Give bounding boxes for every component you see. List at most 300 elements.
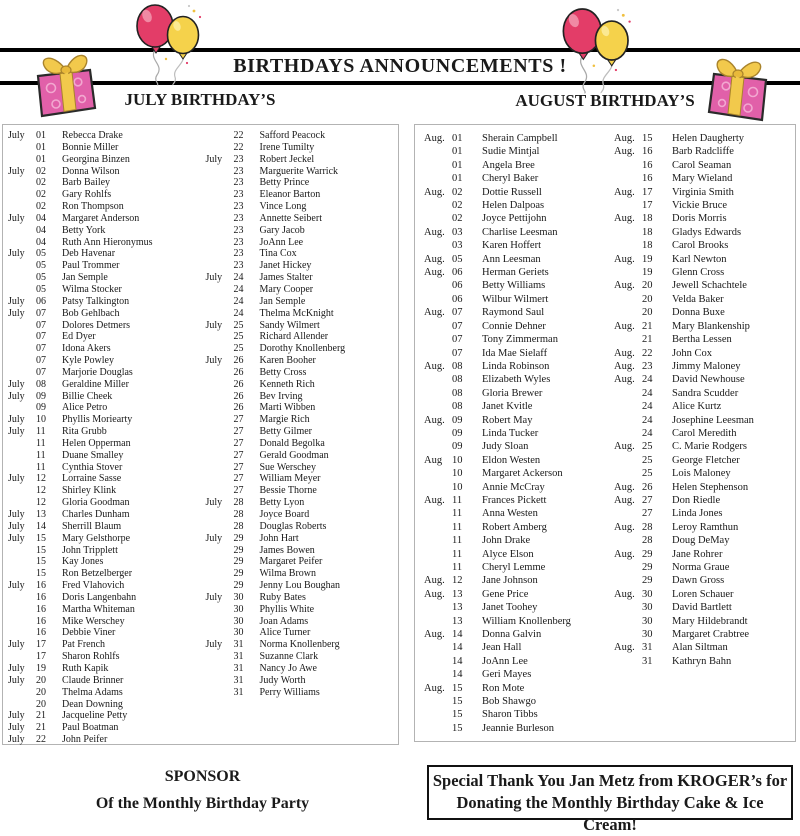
- birthday-row: [415, 145, 605, 158]
- month-label: Aug.: [614, 133, 635, 144]
- person-name: Ron Betzelberger: [62, 568, 133, 580]
- day-label: 25: [233, 319, 244, 331]
- day-label: 07: [452, 334, 463, 346]
- birthday-row: [3, 651, 201, 663]
- month-label: July: [205, 355, 223, 367]
- sponsor-subtitle: Of the Monthly Birthday Party: [95, 795, 310, 812]
- person-name: Sandra Scudder: [672, 387, 739, 399]
- month-label: July: [8, 674, 25, 686]
- birthday-row: [201, 639, 399, 651]
- day-label: 17: [36, 651, 46, 663]
- birthday-row: [605, 494, 795, 507]
- day-label: 16: [36, 615, 46, 627]
- birthday-row: [3, 166, 201, 178]
- person-name: Mary Gelsthorpe: [62, 532, 131, 544]
- day-label: 23: [233, 248, 244, 260]
- day-label: 02: [36, 189, 46, 201]
- day-label: 10: [452, 454, 463, 466]
- person-name: Karen Booher: [259, 355, 316, 367]
- day-label: 15: [452, 722, 463, 734]
- person-name: Bob Shawgo: [482, 696, 536, 708]
- month-label: [201, 284, 234, 296]
- person-name: Glenn Cross: [672, 267, 725, 279]
- month-label: [415, 481, 452, 494]
- month-label: [3, 343, 36, 355]
- month-label: [201, 331, 234, 343]
- birthday-row: [201, 414, 399, 426]
- month-label: [415, 722, 452, 735]
- day-label: 26: [233, 378, 244, 390]
- person-name: Velda Baker: [672, 293, 724, 305]
- day-label: 08: [452, 387, 463, 399]
- month-label: [605, 615, 642, 628]
- month-label: Aug.: [614, 441, 635, 453]
- month-label: [3, 651, 36, 663]
- month-label: Aug.: [614, 213, 635, 225]
- day-label: 30: [233, 627, 244, 639]
- birthday-row: [415, 239, 605, 252]
- day-label: 16: [36, 627, 46, 639]
- person-name: Jan Semple: [259, 295, 306, 307]
- person-name: Thelma Adams: [62, 686, 123, 698]
- birthday-row: [3, 391, 201, 403]
- person-name: Linda Tucker: [482, 427, 539, 439]
- birthday-row: [3, 177, 201, 189]
- person-name: Karen Hoffert: [482, 240, 541, 252]
- month-label: [201, 521, 234, 533]
- birthday-row: [605, 266, 795, 279]
- thank-you-box: [427, 765, 793, 834]
- person-name: Shirley Klink: [62, 485, 117, 497]
- month-label: July: [205, 639, 223, 651]
- person-name: Lorraine Sasse: [62, 473, 122, 485]
- person-name: John Tripplett: [62, 544, 118, 556]
- birthday-row: [201, 402, 399, 414]
- person-name: Gladys Edwards: [672, 226, 742, 238]
- day-label: 26: [233, 390, 244, 402]
- day-label: 07: [452, 320, 463, 332]
- month-label: [3, 687, 36, 699]
- month-label: [415, 427, 452, 440]
- day-label: 11: [452, 494, 463, 506]
- month-label: [3, 616, 36, 628]
- month-label: [415, 708, 452, 721]
- month-label: [3, 402, 36, 414]
- birthday-row: [201, 237, 399, 249]
- person-name: Cynthia Stover: [62, 461, 123, 473]
- month-label: [415, 615, 452, 628]
- birthday-row: [201, 248, 399, 260]
- month-label: [201, 225, 234, 237]
- month-label: [3, 462, 36, 474]
- person-name: Wilma Brown: [259, 568, 317, 580]
- birthday-row: [3, 580, 201, 592]
- month-label: July: [205, 532, 223, 544]
- day-label: 15: [36, 544, 46, 556]
- month-label: Aug.: [424, 494, 445, 506]
- person-name: Claude Brinner: [62, 674, 124, 686]
- birthday-row: [605, 574, 795, 587]
- birthday-row: [3, 722, 201, 734]
- month-label: [415, 668, 452, 681]
- birthday-row: [605, 186, 795, 199]
- person-name: Kay Jones: [62, 556, 104, 568]
- person-name: Vickie Bruce: [672, 200, 728, 212]
- person-name: Margaret Anderson: [62, 212, 140, 224]
- person-name: Josephine Leesman: [672, 414, 754, 426]
- month-label: [3, 355, 36, 367]
- birthday-row: [201, 426, 399, 438]
- person-name: Helen Stephenson: [672, 481, 749, 493]
- birthday-row: [3, 260, 201, 272]
- day-label: 27: [233, 461, 244, 473]
- day-label: 02: [452, 200, 463, 212]
- day-label: 21: [642, 320, 653, 332]
- birthday-row: [415, 440, 605, 453]
- day-label: 09: [452, 441, 463, 453]
- birthday-row: [605, 467, 795, 480]
- birthday-row: [201, 521, 399, 533]
- month-label: [201, 402, 234, 414]
- person-name: Vince Long: [259, 201, 307, 213]
- day-label: 14: [452, 655, 463, 667]
- person-name: Sharon Tibbs: [482, 709, 538, 721]
- person-name: Eleanor Barton: [259, 189, 321, 201]
- person-name: Cheryl Baker: [482, 173, 539, 185]
- birthday-row: [201, 663, 399, 675]
- day-label: 24: [642, 374, 653, 386]
- day-label: 30: [642, 588, 653, 600]
- birthday-row: [605, 279, 795, 292]
- day-label: 08: [452, 374, 463, 386]
- month-label: [605, 467, 642, 480]
- day-label: 01: [36, 153, 46, 165]
- day-label: 21: [36, 710, 46, 722]
- day-label: 11: [452, 562, 463, 573]
- month-label: [201, 545, 234, 557]
- month-label: [201, 213, 234, 225]
- person-name: Sudie Mintjal: [482, 146, 540, 158]
- birthday-row: [201, 568, 399, 580]
- month-label: Aug.: [614, 374, 635, 386]
- birthday-row: [605, 159, 795, 172]
- month-label: July: [8, 390, 25, 402]
- person-name: Wilma Stocker: [62, 283, 122, 295]
- day-label: 18: [642, 240, 653, 252]
- month-label: [415, 159, 452, 172]
- day-label: 06: [452, 280, 463, 292]
- month-label: [415, 387, 452, 400]
- day-label: 09: [36, 390, 46, 402]
- person-name: Linda Jones: [672, 508, 723, 520]
- birthday-row: [201, 675, 399, 687]
- person-name: Sandy Wilmert: [259, 319, 320, 331]
- birthday-row: [3, 497, 201, 509]
- birthday-row: [605, 320, 795, 333]
- day-label: 19: [642, 253, 653, 265]
- day-label: 17: [36, 639, 46, 651]
- person-name: Sharon Rohlfs: [62, 651, 120, 663]
- day-label: 17: [642, 186, 653, 198]
- person-name: Don Riedle: [672, 494, 721, 506]
- month-label: [415, 333, 452, 346]
- month-label: July: [205, 153, 223, 165]
- august-list-column-1: [415, 132, 605, 741]
- month-label: July: [8, 639, 25, 651]
- birthday-row: [201, 296, 399, 308]
- birthday-row: [201, 497, 399, 509]
- day-label: 24: [233, 272, 244, 284]
- person-name: Gloria Brewer: [482, 387, 543, 399]
- birthday-row: [201, 462, 399, 474]
- july-birthday-list: [2, 124, 399, 745]
- day-label: 06: [36, 295, 46, 307]
- day-label: 13: [452, 588, 463, 600]
- month-label: [201, 189, 234, 201]
- birthday-row: [605, 360, 795, 373]
- month-label: [3, 485, 36, 497]
- month-label: [3, 604, 36, 616]
- day-label: 23: [233, 260, 244, 272]
- person-name: Eldon Westen: [482, 454, 541, 466]
- month-label: Aug.: [424, 414, 445, 426]
- birthday-row: [3, 308, 201, 320]
- birthday-row: [3, 154, 201, 166]
- day-label: 31: [233, 639, 244, 651]
- birthday-row: [3, 189, 201, 201]
- day-label: 12: [36, 497, 46, 509]
- birthday-row: [415, 507, 605, 520]
- birthday-row: [415, 186, 605, 199]
- person-name: Ron Thompson: [62, 201, 124, 213]
- birthday-row: [3, 296, 201, 308]
- announcements-banner: [0, 48, 800, 85]
- birthday-row: [3, 379, 201, 391]
- day-label: 20: [36, 674, 46, 686]
- day-label: 23: [233, 165, 244, 177]
- birthday-row: [3, 687, 201, 699]
- month-label: [3, 627, 36, 639]
- person-name: Connie Dehner: [482, 320, 546, 332]
- person-name: JoAnn Lee: [482, 655, 528, 667]
- person-name: Dawn Gross: [672, 575, 725, 587]
- day-label: 22: [233, 141, 244, 153]
- birthday-row: [415, 615, 605, 628]
- day-label: 02: [452, 213, 463, 225]
- month-label: [201, 260, 234, 272]
- birthday-row: [415, 588, 605, 601]
- person-name: Janet Kvitle: [482, 401, 533, 413]
- person-name: Dolores Detmers: [62, 319, 131, 331]
- month-label: [3, 237, 36, 249]
- day-label: 31: [233, 686, 244, 698]
- birthday-row: [605, 145, 795, 158]
- month-label: [3, 545, 36, 557]
- day-label: 27: [642, 508, 653, 520]
- person-name: Alice Kurtz: [672, 401, 722, 413]
- person-name: Marti Wibben: [259, 402, 316, 414]
- day-label: 14: [452, 669, 463, 681]
- day-label: 20: [642, 280, 653, 292]
- person-name: Loren Schauer: [672, 588, 734, 600]
- birthday-row: [415, 494, 605, 507]
- day-label: 07: [452, 307, 463, 319]
- person-name: Mary Wieland: [672, 173, 733, 185]
- birthday-row: [605, 641, 795, 654]
- month-label: [415, 400, 452, 413]
- day-label: 25: [642, 441, 653, 453]
- month-label: [201, 627, 234, 639]
- person-name: Janet Hickey: [259, 260, 312, 272]
- month-label: [201, 616, 234, 628]
- day-label: 24: [233, 295, 244, 307]
- person-name: Frances Pickett: [482, 494, 547, 506]
- day-label: 29: [233, 580, 244, 592]
- month-label: [201, 201, 234, 213]
- day-label: 11: [36, 449, 46, 461]
- day-label: 05: [452, 253, 463, 265]
- day-label: 09: [36, 402, 46, 414]
- day-label: 24: [233, 307, 244, 319]
- month-label: [3, 556, 36, 568]
- person-name: Donna Wilson: [62, 165, 120, 177]
- birthday-row: [415, 279, 605, 292]
- birthday-row: [3, 213, 201, 225]
- birthday-row: [605, 548, 795, 561]
- month-label: [201, 651, 234, 663]
- month-label: [3, 367, 36, 379]
- person-name: James Bowen: [259, 544, 315, 556]
- birthday-row: [201, 343, 399, 355]
- birthday-row: [415, 655, 605, 668]
- month-label: [415, 239, 452, 252]
- person-name: Jane Johnson: [482, 575, 538, 587]
- day-label: 23: [642, 360, 653, 372]
- day-label: 15: [36, 568, 46, 580]
- birthday-row: [415, 333, 605, 346]
- month-label: July: [8, 130, 25, 141]
- day-label: 10: [452, 481, 463, 493]
- birthday-row: [201, 320, 399, 332]
- person-name: Barb Radcliffe: [672, 146, 734, 158]
- day-label: 24: [642, 427, 653, 439]
- day-label: 20: [642, 307, 653, 319]
- birthday-row: [201, 604, 399, 616]
- day-label: 15: [452, 682, 463, 694]
- day-label: 29: [642, 575, 653, 587]
- day-label: 22: [233, 130, 244, 141]
- day-label: 15: [452, 709, 463, 721]
- birthday-row: [3, 355, 201, 367]
- birthday-row: [3, 237, 201, 249]
- person-name: Pat French: [62, 639, 106, 651]
- month-label: July: [8, 307, 25, 319]
- birthday-row: [201, 391, 399, 403]
- month-label: [605, 400, 642, 413]
- month-label: Aug.: [614, 360, 635, 372]
- birthday-row: [201, 308, 399, 320]
- person-name: Cheryl Lemme: [482, 562, 546, 573]
- month-label: [3, 177, 36, 189]
- birthday-row: [415, 253, 605, 266]
- birthday-row: [415, 306, 605, 319]
- birthday-row: [415, 574, 605, 587]
- day-label: 07: [36, 319, 46, 331]
- day-label: 09: [452, 427, 463, 439]
- person-name: John Peifer: [62, 734, 108, 746]
- person-name: Wilbur Wilmert: [482, 293, 549, 305]
- day-label: 15: [642, 133, 653, 144]
- day-label: 07: [36, 331, 46, 343]
- birthday-row: [3, 639, 201, 651]
- birthday-row: [201, 509, 399, 521]
- person-name: Alice Petro: [62, 402, 108, 414]
- person-name: Barb Bailey: [62, 177, 111, 189]
- day-label: 19: [36, 662, 46, 674]
- month-label: [201, 367, 234, 379]
- day-label: 24: [642, 387, 653, 399]
- day-label: 30: [233, 603, 244, 615]
- month-label: [201, 556, 234, 568]
- month-label: Aug.: [614, 186, 635, 198]
- month-label: Aug.: [424, 133, 445, 144]
- day-label: 13: [452, 615, 463, 627]
- birthday-row: [605, 306, 795, 319]
- person-name: Anna Westen: [482, 508, 538, 520]
- birthday-row: [605, 226, 795, 239]
- day-label: 11: [452, 508, 463, 520]
- birthday-row: [605, 387, 795, 400]
- month-label: [201, 473, 234, 485]
- birthday-row: [415, 601, 605, 614]
- day-label: 05: [36, 272, 46, 284]
- month-label: [201, 663, 234, 675]
- person-name: Annette Seibert: [259, 212, 322, 224]
- balloons-icon: [130, 2, 208, 86]
- month-label: Aug.: [424, 226, 445, 238]
- month-label: [3, 260, 36, 272]
- month-label: July: [8, 509, 25, 520]
- person-name: John Cox: [672, 347, 712, 359]
- person-name: Gerald Goodman: [259, 449, 329, 461]
- person-name: Doris Langenbahn: [62, 591, 137, 603]
- day-label: 20: [36, 686, 46, 698]
- person-name: Irene Tumilty: [259, 141, 315, 153]
- day-label: 25: [642, 454, 653, 466]
- day-label: 21: [36, 722, 46, 734]
- sponsor-note: [0, 768, 405, 813]
- day-label: 08: [452, 401, 463, 413]
- month-label: [415, 145, 452, 158]
- person-name: Jimmy Maloney: [672, 360, 741, 372]
- birthday-row: [3, 343, 201, 355]
- month-label: July: [8, 532, 25, 544]
- person-name: Alyce Elson: [482, 548, 534, 560]
- person-name: Margaret Crabtree: [672, 629, 750, 641]
- month-label: Aug.: [614, 280, 635, 292]
- month-label: [415, 212, 452, 225]
- person-name: Jacqueline Petty: [62, 710, 128, 722]
- month-label: July: [8, 662, 25, 674]
- day-label: 23: [233, 153, 244, 165]
- person-name: Debbie Viner: [62, 627, 116, 639]
- day-label: 27: [233, 449, 244, 461]
- month-label: [3, 201, 36, 213]
- month-label: Aug.: [614, 521, 635, 533]
- person-name: Charles Dunham: [62, 509, 130, 520]
- day-label: 03: [452, 226, 463, 238]
- person-name: Margaret Peifer: [259, 556, 323, 568]
